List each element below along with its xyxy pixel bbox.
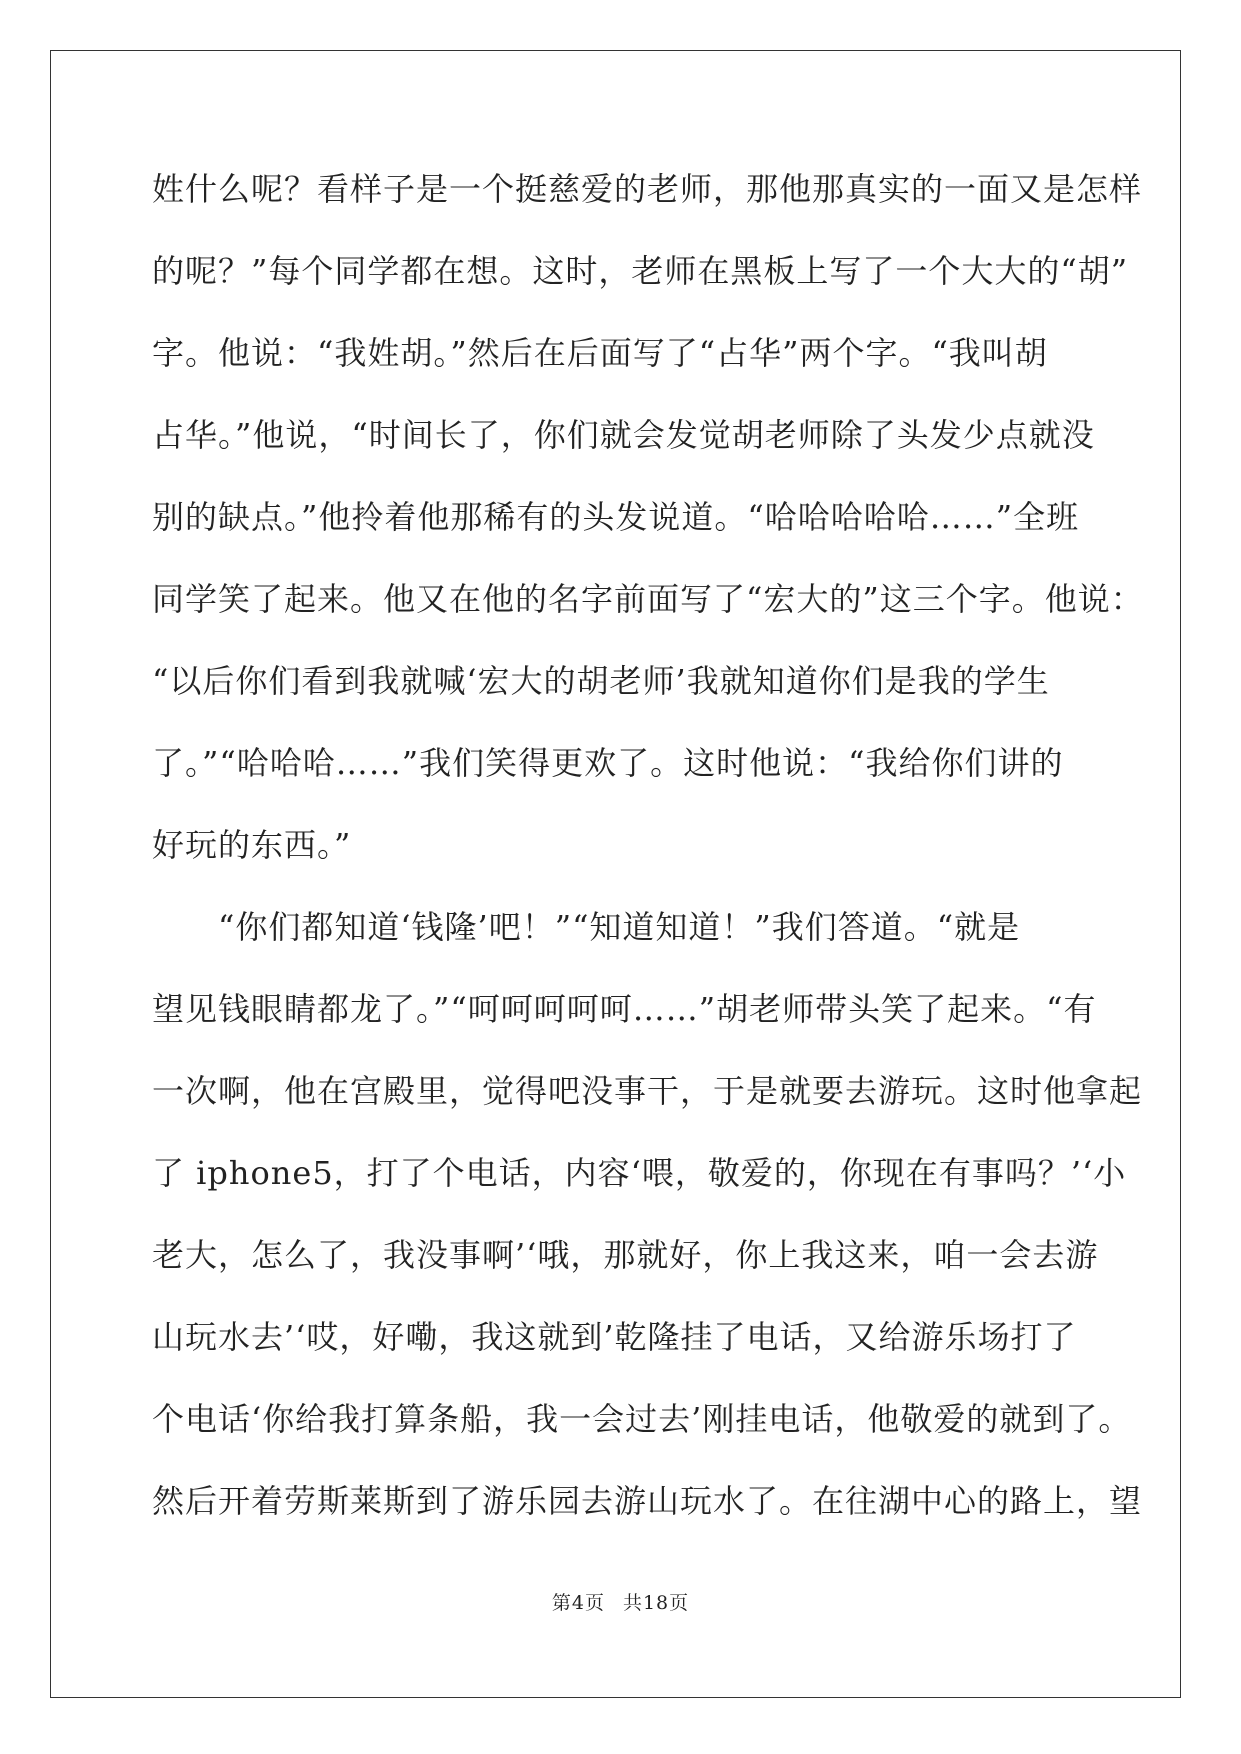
text-line: 然后开着劳斯莱斯到了游乐园去游山玩水了。在往湖中心的路上，望 xyxy=(152,1482,1143,1520)
page-footer xyxy=(0,1588,1241,1615)
text-line: 字。他说：“我姓胡。”然后在后面写了“占华”两个字。“我叫胡 xyxy=(152,334,1048,372)
text-line: 一次啊，他在宫殿里，觉得吧没事干，于是就要去游玩。这时他拿起 xyxy=(152,1072,1143,1110)
text-line: 个电话‘你给我打算条船，我一会过去’刚挂电话，他敬爱的就到了。 xyxy=(152,1400,1132,1438)
text-line: 占华。”他说，“时间长了，你们就会发觉胡老师除了头发少点就没 xyxy=(152,416,1095,454)
text-line: 老大，怎么了，我没事啊’‘哦，那就好，你上我这来，咱一会去游 xyxy=(152,1236,1099,1274)
text-line: 同学笑了起来。他又在他的名字前面写了“宏大的”这三个字。他说： xyxy=(152,580,1144,618)
text-line: 别的缺点。”他拎着他那稀有的头发说道。“哈哈哈哈哈……”全班 xyxy=(152,498,1080,536)
text-line: 姓什么呢？看样子是一个挺慈爱的老师，那他那真实的一面又是怎样 xyxy=(152,170,1143,208)
text-line: 的呢？”每个同学都在想。这时，老师在黑板上写了一个大大的“胡” xyxy=(152,252,1129,290)
text-line: 了。”“哈哈哈……”我们笑得更欢了。这时他说：“我给你们讲的 xyxy=(152,744,1064,782)
page-number: 第4页 xyxy=(551,1592,605,1614)
page-total: 共18页 xyxy=(622,1592,690,1614)
text-line: “你们都知道‘钱隆’吧！”“知道知道！”我们答道。“就是 xyxy=(152,908,1021,946)
text-line: “以后你们看到我就喊‘宏大的胡老师’我就知道你们是我的学生 xyxy=(152,662,1050,700)
body-text xyxy=(152,156,1144,1550)
text-line: 山玩水去’‘哎，好嘞，我这就到’乾隆挂了电话，又给游乐场打了 xyxy=(152,1318,1077,1356)
text-line: 好玩的东西。” xyxy=(152,826,352,864)
text-line: 望见钱眼睛都龙了。”“呵呵呵呵呵……”胡老师带头笑了起来。“有 xyxy=(152,990,1097,1028)
text-line: 了 iphone5，打了个电话，内容‘喂，敬爱的，你现在有事吗？’‘小 xyxy=(152,1154,1127,1192)
